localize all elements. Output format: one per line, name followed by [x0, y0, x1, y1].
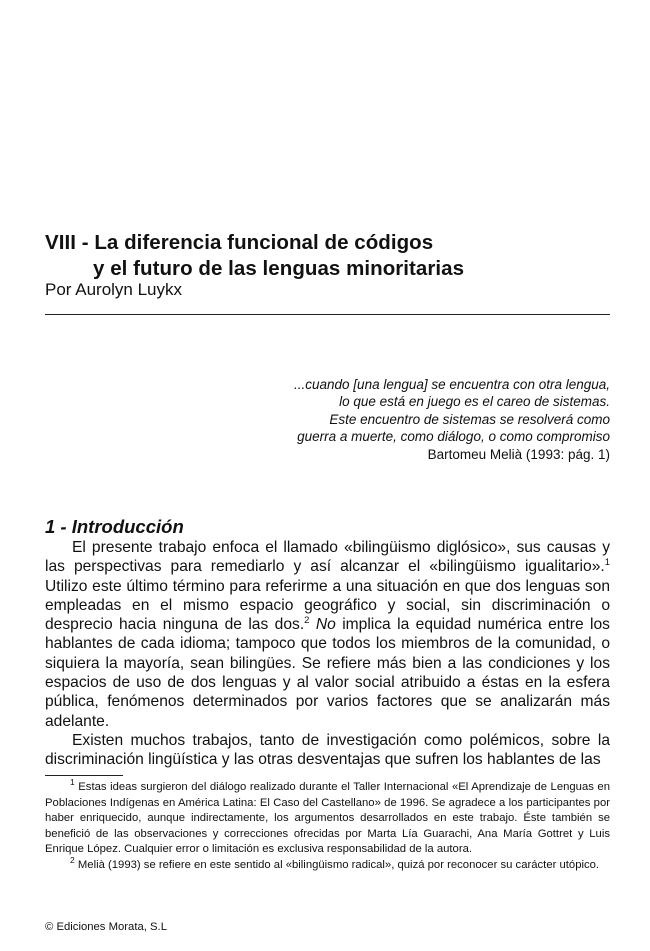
epigraph-line: lo que está en juego es el careo de sistemas.: [339, 394, 610, 410]
title-divider: [45, 314, 610, 315]
text-run: El presente trabajo enfoca el llamado «bilingüismo diglósico», sus causas y las perspectivas para remediarlo y así alcanzar el «bilingüismo igualitario».: [45, 539, 610, 576]
footnote-number: 2: [70, 854, 75, 865]
epigraph: [250, 376, 610, 463]
footnotes: [45, 777, 610, 873]
body-text: [45, 538, 610, 770]
text-run: Utilizo este último término para referirme a una situación en que dos lenguas son empleadas en el mismo espacio geográfico y social, sin discriminación o desprecio hacia ninguna de las dos.: [45, 577, 610, 634]
chapter-title-line2: y el futuro de las lenguas minoritarias: [93, 256, 465, 280]
footnote: [45, 854, 610, 874]
section-heading: 1 - Introducción: [45, 516, 184, 538]
epigraph-attribution: Bartomeu Melià (1993: pág. 1): [427, 446, 610, 462]
chapter-title: [45, 230, 610, 282]
chapter-title-line1: VIII - La diferencia funcional de códigos: [45, 230, 434, 254]
footnote-divider: [45, 775, 123, 776]
copyright-notice: © Ediciones Morata, S.L: [45, 921, 167, 933]
document-page: [45, 0, 610, 951]
footnote-ref: 1: [604, 557, 610, 569]
epigraph-line: guerra a muerte, como diálogo, o como compromiso: [297, 429, 610, 445]
paragraph: [45, 731, 610, 770]
text-run-italic: No: [309, 616, 336, 634]
text-run: Existen muchos trabajos, tanto de investigación como polémicos, sobre la discriminación lingüística y las otras desventajas que sufren los hablantes de las: [45, 731, 610, 769]
footnote-text: Estas ideas surgieron del diálogo realizado durante el Taller Internacional «El Aprendizaje de Lenguas en Poblaciones Indígenas en América Latina: El Caso del Castellano» de 1996. Se agradece a los participantes por haber enriquecido, aunque indirectamente, los argumentos desarrollados en este trabajo. Éste también se benefició de las observaciones y correcciones ofrecidas por Marta Lía Guarachi, Ana María Gottret y Luis Enrique López. Cualquier error o limitación es exclusiva responsabilidad de la autora.: [45, 781, 610, 855]
chapter-author: Por Aurolyn Luykx: [45, 280, 183, 299]
footnote-ref: 2: [304, 615, 310, 627]
epigraph-line: Este encuentro de sistemas se resolverá como: [329, 411, 610, 427]
footnote-number: 1: [70, 777, 75, 787]
paragraph: [45, 538, 610, 731]
footnote-text: Melià (1993) se refiere en este sentido al «bilingüismo radical», quizá por reconocer su carácter utópico.: [74, 858, 600, 871]
epigraph-line: ...cuando [una lengua] se encuentra con otra lengua,: [294, 377, 610, 392]
text-run: implica la equidad numérica entre los hablantes de cada idioma; tampoco que todos los miembros de la comunidad, o siquiera la mayoría, sean bilingües. Se refiere más bien a las condiciones y los espacios de uso de dos lenguas y al valor social atribuido a éstas en la esfera pública, fenómenos determinados por varios factores que se analizarán más adelante.: [45, 616, 610, 730]
footnote: [45, 777, 610, 858]
